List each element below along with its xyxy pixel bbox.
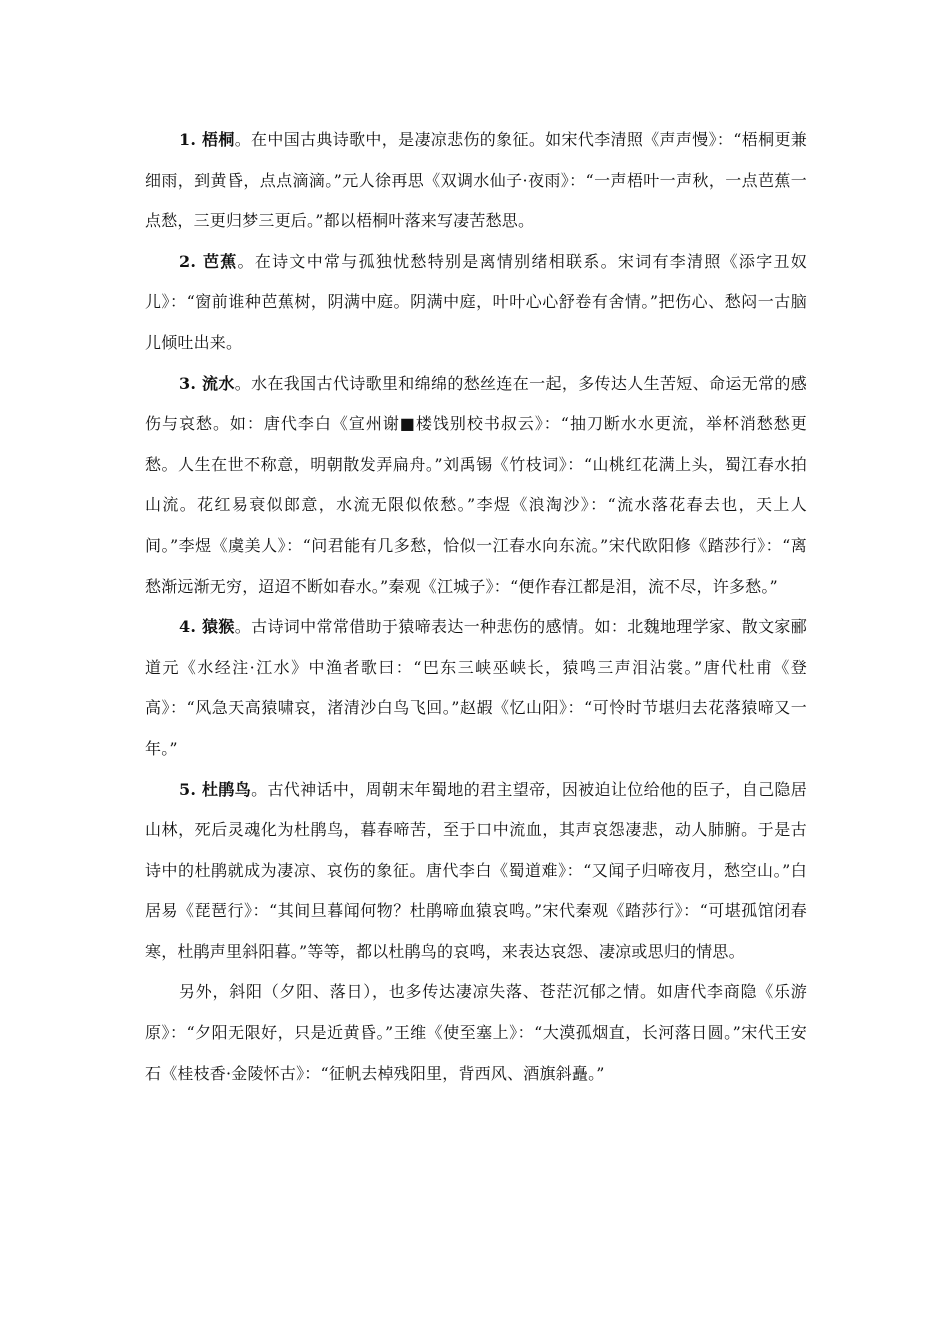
- term-heading: 3. 流水: [179, 373, 235, 393]
- paragraph-xieyang: [145, 972, 807, 1094]
- term-heading: 1. 梧桐: [179, 130, 235, 149]
- paragraph-wutong: [145, 120, 807, 242]
- paragraph-yuanhou: [145, 607, 807, 769]
- term-heading: 5. 杜鹃鸟: [179, 779, 252, 799]
- paragraph-text: 。在中国古典诗歌中，是凄凉悲伤的象征。如宋代李清照《声声慢》：“梧桐更兼细雨，到黄昏，点点滴滴。”元人徐再思《双调水仙子·夜雨》：“一声梧叶一声秋，一点芭蕉一点愁，三更归梦三更后。”都以梧桐叶落来写凄苦愁思。: [145, 130, 807, 231]
- paragraph-text: 。在诗文中常与孤独忧愁特别是离情别绪相联系。宋词有李清照《添字丑奴儿》：“窗前谁种芭蕉树，阴满中庭。阴满中庭，叶叶心心舒卷有舍情。”把伤心、愁闷一古脑儿倾吐出来。: [145, 251, 807, 352]
- term-heading: 4. 猿猴: [179, 617, 235, 637]
- paragraph-text: 。古代神话中，周朝末年蜀地的君主望帝，因被迫让位给他的臣子，自己隐居山林，死后灵魂化为杜鹃鸟，暮春啼苦，至于口中流血，其声哀怨凄悲，动人肺腑。于是古诗中的杜鹃就成为凄凉、哀伤的象征。唐代李白《蜀道难》：“又闻子归啼夜月，愁空山。”白居易《琵琶行》：“其间旦暮闻何物？杜鹃啼血猿哀鸣。”宋代秦观《踏莎行》：“可堪孤馆闭春寒，杜鹃声里斜阳暮。”等等，都以杜鹃鸟的哀鸣，来表达哀怨、凄凉或思归的情思。: [145, 779, 807, 961]
- paragraph-bajiao: [145, 242, 807, 364]
- paragraph-text: 。古诗词中常常借助于猿啼表达一种悲伤的感情。如：北魏地理学家、散文家郦道元《水经注·江水》中渔者歌曰：“巴东三峡巫峡长，猿鸣三声泪沾裳。”唐代杜甫《登高》：“风急天高猿啸哀，渚清沙白鸟飞回。”赵嘏《忆山阳》：“可怜时节堪归去花落猿啼又一年。”: [145, 617, 807, 758]
- paragraph-text: 。水在我国古代诗歌里和绵绵的愁丝连在一起，多传达人生苦短、命运无常的感伤与哀愁。如：唐代李白《宣州谢■楼饯别校书叔云》：“抽刀断水水更流，举杯消愁愁更愁。人生在世不称意，明朝散发弄扁舟。”刘禹锡《竹枝词》：“山桃红花满上头，蜀江春水拍山流。花红易衰似郎意，水流无限似侬愁。”李煜《浪淘沙》：“流水落花春去也，天上人间。”李煜《虞美人》：“问君能有几多愁，恰似一江春水向东流。”宋代欧阳修《踏莎行》：“离愁渐远渐无穷，迢迢不断如春水。”秦观《江城子》：“便作春江都是泪，流不尽，许多愁。”: [145, 373, 807, 596]
- document-body: [145, 120, 807, 1094]
- paragraph-liushui: [145, 364, 807, 608]
- term-heading: 2. 芭蕉: [179, 251, 238, 271]
- paragraph-dujuan: [145, 770, 807, 973]
- paragraph-text: 另外，斜阳（夕阳、落日），也多传达凄凉失落、苍茫沉郁之情。如唐代李商隐《乐游原》：“夕阳无限好，只是近黄昏。”王维《使至塞上》：“大漠孤烟直，长河落日圆。”宋代王安石《桂枝香·金陵怀古》：“征帆去棹残阳里，背西风、酒旗斜矗。”: [145, 982, 807, 1083]
